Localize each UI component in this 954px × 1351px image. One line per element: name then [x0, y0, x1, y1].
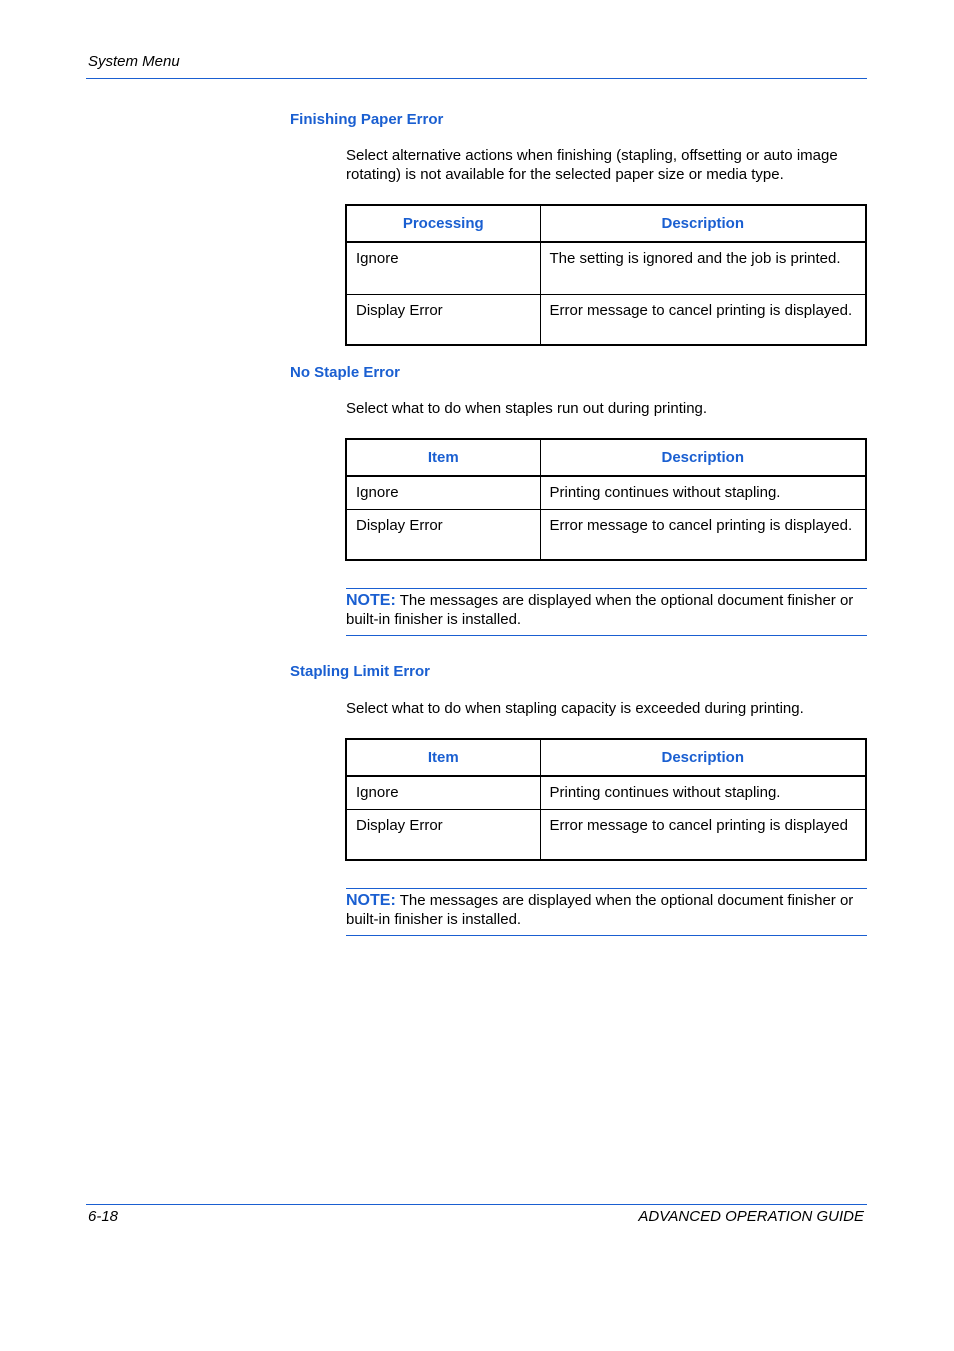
table-cell: Display Error: [346, 294, 540, 345]
table-row: [346, 242, 866, 294]
guide-title: ADVANCED OPERATION GUIDE: [638, 1208, 864, 1225]
table-cell: Ignore: [346, 476, 540, 509]
finishing-paper-error-table: [345, 204, 867, 346]
table-header: Description: [540, 739, 866, 776]
table-cell: Printing continues without stapling.: [540, 476, 866, 509]
table-cell: Error message to cancel printing is displayed.: [540, 509, 866, 560]
table-row: [346, 776, 866, 809]
table-cell: The setting is ignored and the job is printed.: [540, 242, 866, 294]
footer-rule: [86, 1204, 867, 1205]
note-label: NOTE:: [346, 592, 396, 609]
table-row: [346, 476, 866, 509]
note-box: [346, 588, 867, 636]
stapling-limit-error-table: [345, 738, 867, 861]
note-text: The messages are displayed when the optional document finisher or built-in finisher is installed.: [346, 892, 854, 928]
table-row: [346, 509, 866, 560]
table-cell: Ignore: [346, 776, 540, 809]
page-number: 6-18: [88, 1208, 119, 1225]
section-intro: Select what to do when stapling capacity is exceeded during printing.: [346, 700, 804, 717]
section-intro: Select what to do when staples run out during printing.: [346, 400, 708, 417]
table-header: Description: [540, 205, 866, 242]
section-heading-finishing-paper-error: Finishing Paper Error: [290, 111, 444, 128]
table-cell: Error message to cancel printing is displayed: [540, 809, 866, 860]
table-header: Item: [346, 439, 540, 476]
note-text: The messages are displayed when the optional document finisher or built-in finisher is installed.: [346, 592, 854, 628]
table-cell: Display Error: [346, 509, 540, 560]
table-header: Item: [346, 739, 540, 776]
table-row: [346, 294, 866, 345]
section-heading-no-staple-error: No Staple Error: [290, 364, 401, 381]
table-cell: Printing continues without stapling.: [540, 776, 866, 809]
table-cell: Error message to cancel printing is displayed.: [540, 294, 866, 345]
table-header: Processing: [346, 205, 540, 242]
note-label: NOTE:: [346, 892, 396, 909]
header-rule: [86, 78, 867, 79]
table-cell: Display Error: [346, 809, 540, 860]
running-header: System Menu: [88, 53, 180, 70]
section-heading-stapling-limit-error: Stapling Limit Error: [290, 663, 431, 680]
table-header: Description: [540, 439, 866, 476]
table-row: [346, 809, 866, 860]
note-box: [346, 888, 867, 936]
no-staple-error-table: [345, 438, 867, 561]
table-cell: Ignore: [346, 242, 540, 294]
section-intro: Select alternative actions when finishing (stapling, offsetting or auto image rotating) is not available for the selected paper size or media type.: [346, 147, 838, 183]
